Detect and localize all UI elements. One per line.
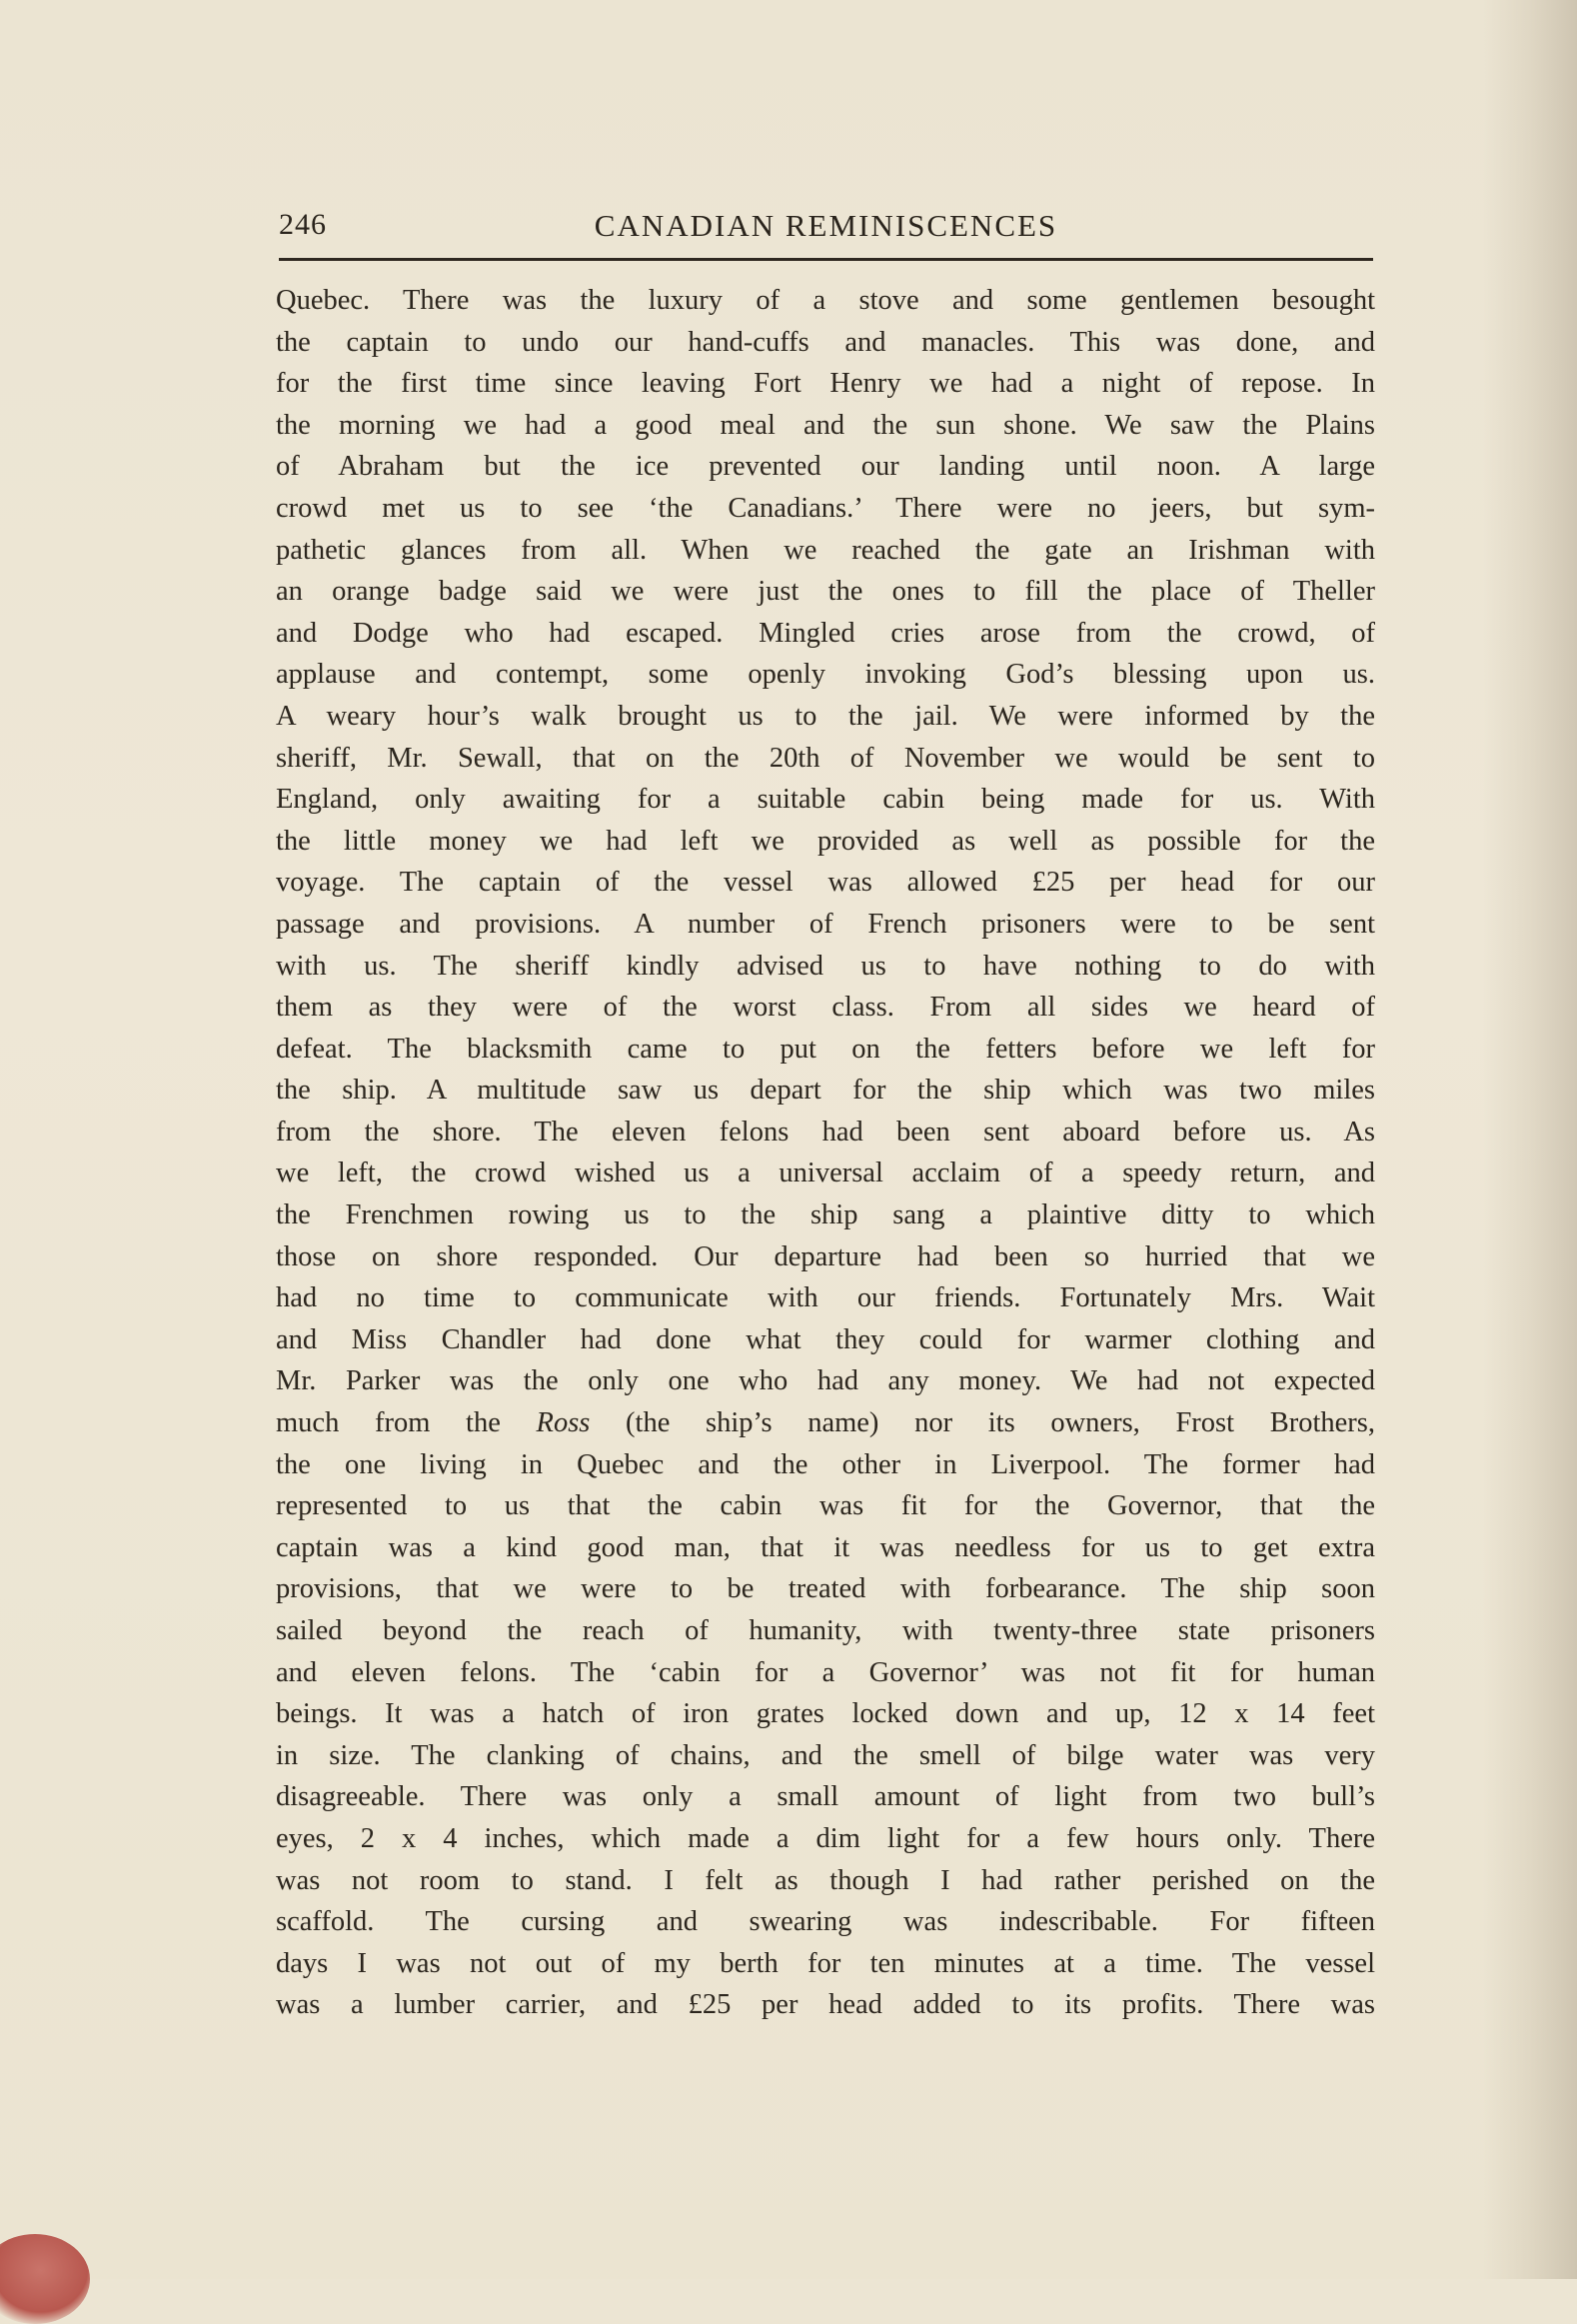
- text-line: defeat. The blacksmith came to put on the fetters before we left for: [276, 1033, 1375, 1065]
- text-line: the morning we had a good meal and the sun shone. We saw the Plains: [276, 409, 1375, 441]
- text-line: beings. It was a hatch of iron grates locked down and up, 12 x 14 feet: [276, 1698, 1375, 1730]
- text-line: pathetic glances from all. When we reached the gate an Irishman with: [276, 534, 1375, 566]
- text-line: from the shore. The eleven felons had been sent aboard before us. As: [276, 1116, 1375, 1148]
- text-line: and Miss Chandler had done what they could for warmer clothing and: [276, 1323, 1375, 1355]
- text-line: eyes, 2 x 4 inches, which made a dim light for a few hours only. There: [276, 1822, 1375, 1854]
- page-header: [279, 208, 1373, 258]
- text-line: voyage. The captain of the vessel was allowed £25 per head for our: [276, 867, 1375, 899]
- text-line: crowd met us to see ‘the Canadians.’ There were no jeers, but sym-: [276, 492, 1375, 524]
- text-line: the captain to undo our hand-cuffs and manacles. This was done, and: [276, 326, 1375, 358]
- text-line: Quebec. There was the luxury of a stove and some gentlemen besought: [276, 285, 1375, 316]
- text-line: with us. The sheriff kindly advised us to have nothing to do with: [276, 950, 1375, 982]
- text-fragment: (the ship’s name) nor its owners, Frost Brothers,: [590, 1407, 1375, 1439]
- text-line: provisions, that we were to be treated with forbearance. The ship soon: [276, 1573, 1375, 1605]
- text-line: scaffold. The cursing and swearing was indescribable. For fifteen: [276, 1906, 1375, 1938]
- ship-name-italic: Ross: [536, 1407, 591, 1439]
- text-line: had no time to communicate with our friends. Fortunately Mrs. Wait: [276, 1282, 1375, 1314]
- text-line: the one living in Quebec and the other in Liverpool. The former had: [276, 1448, 1375, 1480]
- text-line: was a lumber carrier, and £25 per head added to its profits. There was: [276, 1989, 1375, 2021]
- text-line: was not room to stand. I felt as though I had rather perished on the: [276, 1864, 1375, 1896]
- running-head: CANADIAN REMINISCENCES: [594, 208, 1058, 243]
- text-line: those on shore responded. Our departure had been so hurried that we: [276, 1240, 1375, 1272]
- text-line: days I was not out of my berth for ten minutes at a time. The vessel: [276, 1947, 1375, 1979]
- text-line: sheriff, Mr. Sewall, that on the 20th of November we would be sent to: [276, 742, 1375, 774]
- text-line: the Frenchmen rowing us to the ship sang a plaintive ditty to which: [276, 1199, 1375, 1231]
- text-line: England, only awaiting for a suitable cabin being made for us. With: [276, 784, 1375, 816]
- text-line-with-ship-name: [276, 1402, 1375, 1444]
- text-line: them as they were of the worst class. From all sides we heard of: [276, 992, 1375, 1024]
- text-line: the little money we had left we provided as well as possible for the: [276, 825, 1375, 857]
- header-rule: [279, 258, 1373, 261]
- text-line: for the first time since leaving Fort Henry we had a night of repose. In: [276, 368, 1375, 400]
- text-line: disagreeable. There was only a small amount of light from two bull’s: [276, 1781, 1375, 1813]
- text-line: represented to us that the cabin was fit for the Governor, that the: [276, 1490, 1375, 1522]
- text-line: the ship. A multitude saw us depart for the ship which was two miles: [276, 1075, 1375, 1107]
- text-line: and eleven felons. The ‘cabin for a Governor’ was not fit for human: [276, 1656, 1375, 1688]
- page-number: 246: [279, 208, 327, 241]
- corner-stain: [0, 2234, 90, 2324]
- text-fragment: much from the: [276, 1407, 537, 1439]
- text-line: applause and contempt, some openly invoking God’s blessing upon us.: [276, 659, 1375, 691]
- text-line: in size. The clanking of chains, and the smell of bilge water was very: [276, 1739, 1375, 1771]
- text-line: we left, the crowd wished us a universal acclaim of a speedy return, and: [276, 1158, 1375, 1189]
- text-line: an orange badge said we were just the ones to fill the place of Theller: [276, 576, 1375, 608]
- text-line: passage and provisions. A number of French prisoners were to be sent: [276, 908, 1375, 940]
- text-line: A weary hour’s walk brought us to the jail. We were informed by the: [276, 700, 1375, 732]
- text-line: and Dodge who had escaped. Mingled cries arose from the crowd, of: [276, 617, 1375, 649]
- text-line: sailed beyond the reach of humanity, with twenty-three state prisoners: [276, 1615, 1375, 1646]
- text-line: Mr. Parker was the only one who had any money. We had not expected: [276, 1365, 1375, 1397]
- text-line: captain was a kind good man, that it was needless for us to get extra: [276, 1531, 1375, 1563]
- body-text: [276, 280, 1375, 2026]
- text-line: of Abraham but the ice prevented our landing until noon. A large: [276, 451, 1375, 483]
